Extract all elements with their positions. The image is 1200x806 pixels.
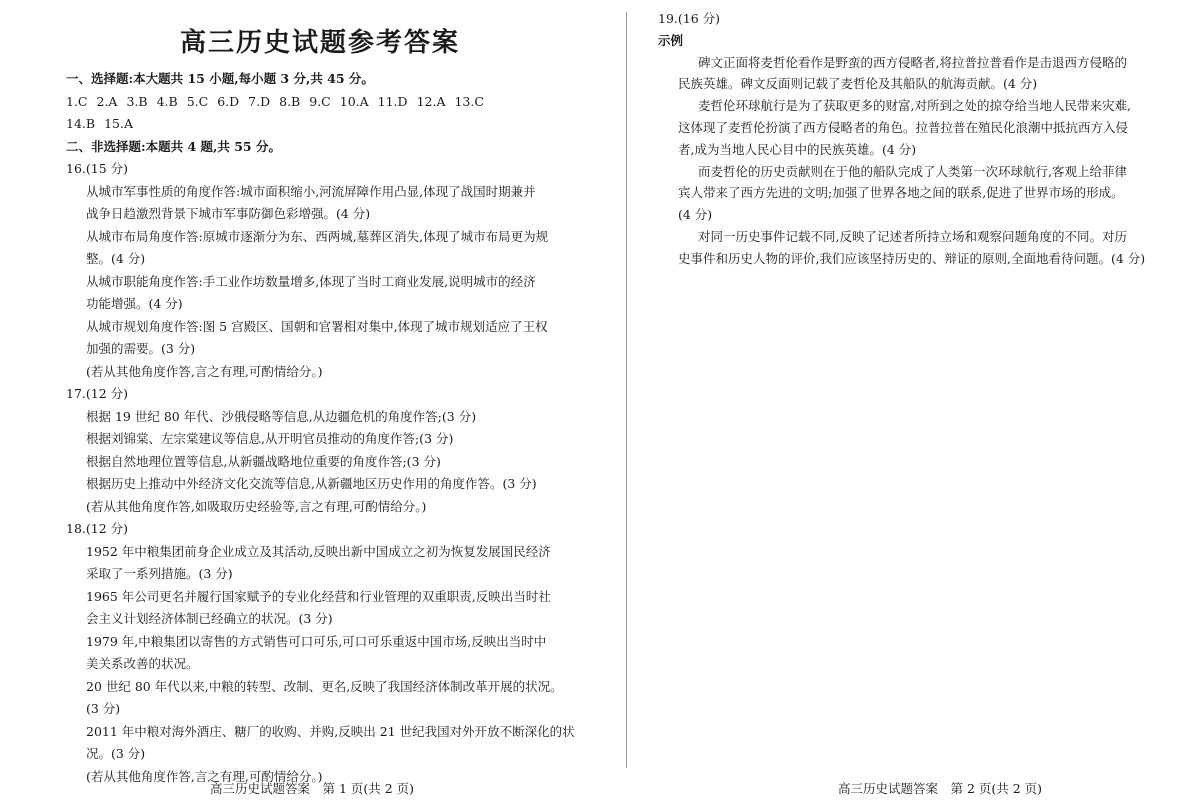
q17-line: 根据 19 世纪 80 年代、沙俄侵略等信息,从边疆危机的角度作答;(3 分) <box>86 408 477 424</box>
answer-item: 3.B <box>126 93 148 109</box>
answer-item: 12.A <box>416 93 446 109</box>
page-divider <box>626 12 627 768</box>
q19-line: 碑文正面将麦哲伦看作是野蛮的西方侵略者,将拉普拉普看作是击退西方侵略的 <box>698 54 1127 70</box>
q19-line: 麦哲伦环球航行是为了获取更多的财富,对所到之处的掠夺给当地人民带来灾难, <box>698 98 1131 114</box>
answer-row-2 <box>66 113 586 136</box>
example-label: 示例 <box>658 32 684 48</box>
answer-item: 13.C <box>454 93 484 109</box>
q16-line: 从城市布局角度作答:原城市逐渐分为东、西两城,墓葬区消失,体现了城市布局更为规 <box>86 228 549 244</box>
q18-line: 2011 年中粮对海外酒庄、糖厂的收购、并购,反映出 21 世纪我国对外开放不断深化的状 <box>86 723 575 739</box>
q19-line: 这体现了麦哲伦扮演了西方侵略者的角色。拉普拉普在殖民化浪潮中抵抗西方入侵 <box>678 119 1129 135</box>
answer-item: 10.A <box>339 93 369 109</box>
page-1-footer: 高三历史试题答案 第 1 页(共 2 页) <box>210 781 415 796</box>
q19-line: 而麦哲伦的历史贡献则在于他的船队完成了人类第一次环球航行,客观上给菲律 <box>698 163 1127 179</box>
q19-line: 对同一历史事件记载不同,反映了记述者所持立场和观察问题角度的不同。对历 <box>698 228 1127 244</box>
q16-note: (若从其他角度作答,言之有理,可酌情给分。) <box>86 363 323 379</box>
q16-line: 功能增强。(4 分) <box>86 296 183 311</box>
q18-line: 况。(3 分) <box>86 746 146 761</box>
answer-item: 7.D <box>248 93 271 109</box>
page-title: 高三历史试题参考答案 <box>179 28 460 58</box>
question-16-label: 16.(15 分) <box>66 161 129 176</box>
q18-line: 1979 年,中粮集团以寄售的方式销售可口可乐,可口可乐重返中国市场,反映出当时中 <box>86 633 547 649</box>
section-1-header: 一、选择题:本大题共 15 小题,每小题 3 分,共 45 分。 <box>66 71 374 86</box>
q17-line: 根据刘锦棠、左宗棠建议等信息,从开明官员推动的角度作答;(3 分) <box>86 431 454 446</box>
q17-line: 根据历史上推动中外经济文化交流等信息,从新疆地区历史作用的角度作答。(3 分) <box>86 476 537 491</box>
answer-row-1 <box>66 91 586 114</box>
q16-line: 从城市军事性质的角度作答:城市面积缩小,河流屏障作用凸显,体现了战国时期兼并 <box>86 183 536 199</box>
q18-line: 采取了一系列措施。(3 分) <box>86 566 233 581</box>
section-2-header: 二、非选择题:本题共 4 题,共 55 分。 <box>66 138 281 154</box>
answer-item: 11.D <box>377 93 408 109</box>
q18-line: (3 分) <box>86 701 121 716</box>
q18-line: 1952 年中粮集团前身企业成立及其活动,反映出新中国成立之初为恢复发展国民经济 <box>86 543 551 559</box>
q16-line: 加强的需要。(3 分) <box>86 341 196 356</box>
q19-line: 者,成为当地人民心目中的民族英雄。(4 分) <box>678 141 917 157</box>
q16-line: 战争日趋激烈背景下城市军事防御色彩增强。(4 分) <box>86 206 371 221</box>
q19-line: 宾人带来了西方先进的文明;加强了世界各地之间的联系,促进了世界市场的形成。 <box>678 185 1124 201</box>
q18-line: 1965 年公司更名并履行国家赋予的专业化经营和行业管理的双重职责,反映出当时社 <box>86 588 551 604</box>
q16-line: 从城市规划角度作答:图 5 宫殿区、国朝和官署相对集中,体现了城市规划适应了王权 <box>86 318 548 334</box>
page-2 <box>630 0 1200 806</box>
answer-item: 14.B <box>66 116 96 131</box>
question-19-label: 19.(16 分) <box>658 11 721 26</box>
answer-item: 6.D <box>217 93 240 109</box>
page-1-content <box>66 68 586 788</box>
page-2-content <box>658 8 1190 270</box>
page-2-footer: 高三历史试题答案 第 2 页(共 2 页) <box>838 781 1043 796</box>
q16-line: 整。(4 分) <box>86 251 146 266</box>
q16-line: 从城市职能角度作答:手工业作坊数量增多,体现了当时工商业发展,说明城市的经济 <box>86 273 536 289</box>
answer-item: 5.C <box>186 93 209 109</box>
q19-line: 史事件和历史人物的评价,我们应该坚持历史的、辩证的原则,全面地看待问题。(4 分) <box>678 250 1146 266</box>
q17-line: 根据自然地理位置等信息,从新疆战略地位重要的角度作答;(3 分) <box>86 453 441 469</box>
answer-item: 9.C <box>309 93 331 109</box>
answer-item: 1.C <box>66 93 88 109</box>
q17-note: (若从其他角度作答,如吸取历史经验等,言之有理,可酌情给分。) <box>86 498 427 514</box>
question-18-label: 18.(12 分) <box>66 521 129 536</box>
q18-line: 20 世纪 80 年代以来,中粮的转型、改制、更名,反映了我国经济体制改革开展的状况。 <box>86 678 563 694</box>
q19-line: (4 分) <box>678 207 713 223</box>
q18-line: 会主义计划经济体制已经确立的状况。(3 分) <box>86 611 333 626</box>
answer-item: 4.B <box>156 93 178 109</box>
answer-item: 2.A <box>96 93 118 109</box>
q18-note: (若从其他角度作答,言之有理,可酌情给分。) <box>86 768 323 784</box>
answer-item: 8.B <box>279 93 301 109</box>
q18-line: 美关系改善的状况。 <box>86 656 199 671</box>
question-17-label: 17.(12 分) <box>66 386 129 401</box>
answer-item: 15.A <box>104 116 133 131</box>
q19-line: 民族英雄。碑文反面则记载了麦哲伦及其船队的航海贡献。(4 分) <box>678 76 1038 92</box>
